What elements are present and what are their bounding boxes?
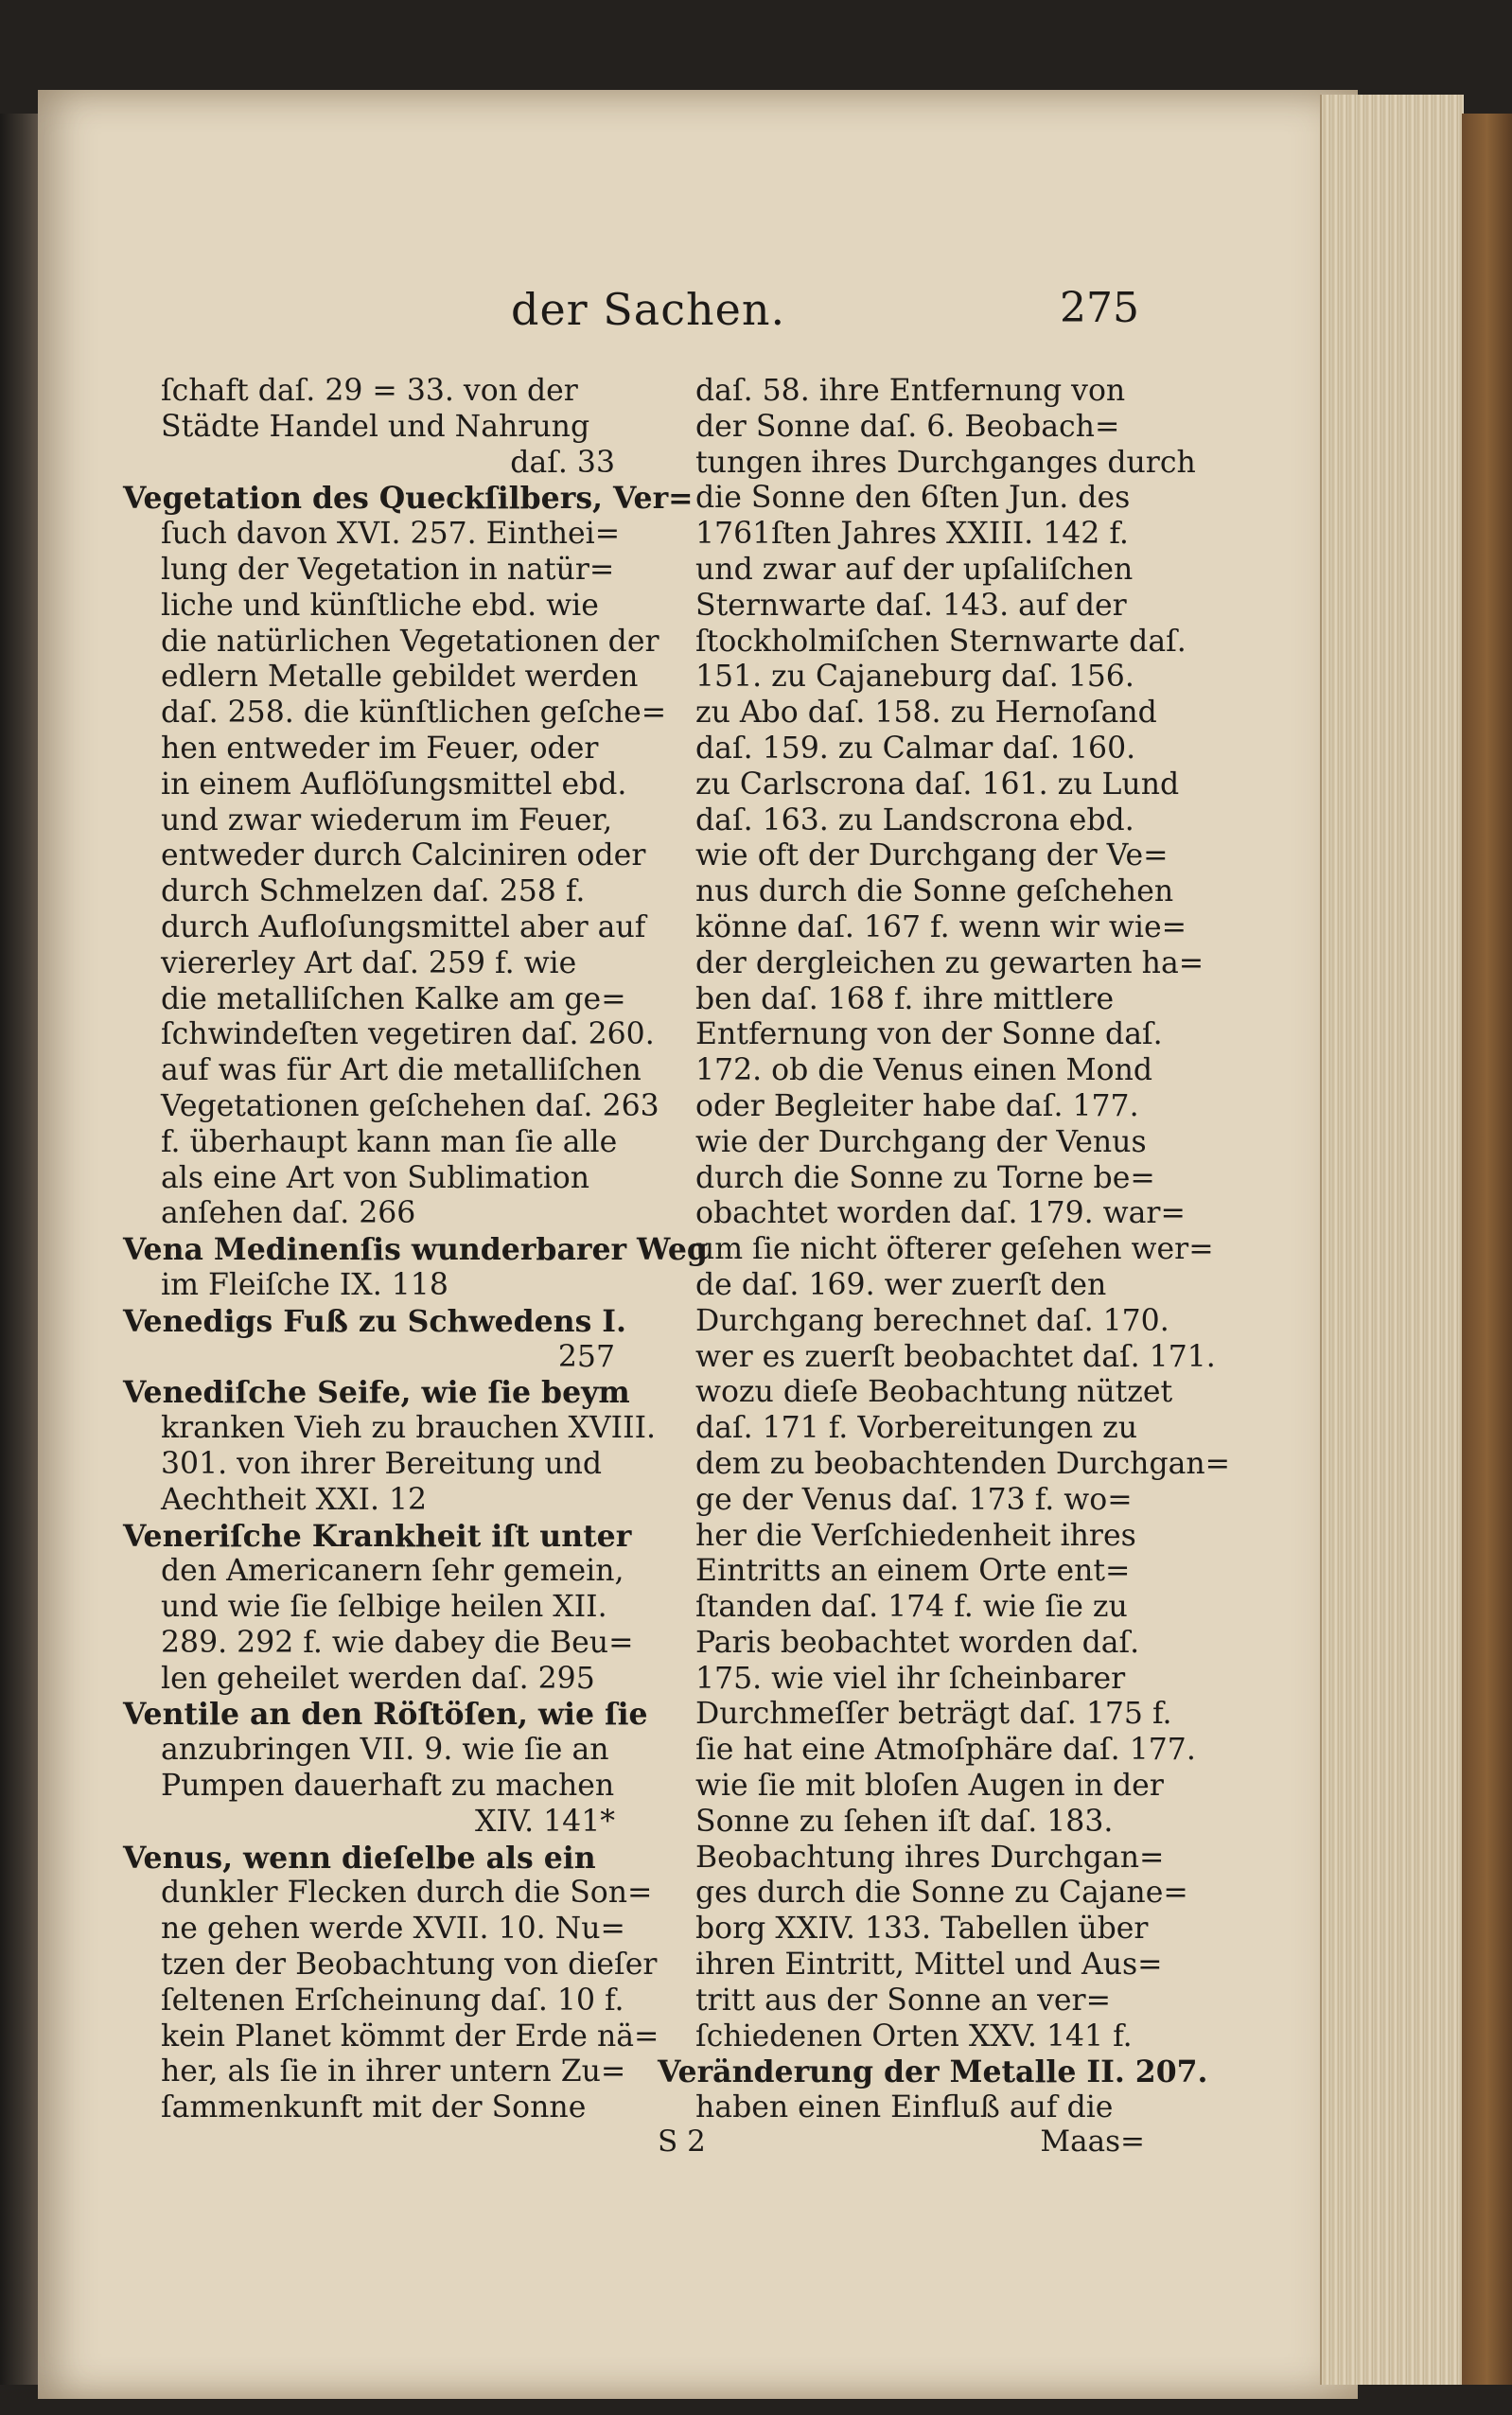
index-text-line: ſchiedenen Orten XXV. 141 f. [695, 2018, 1133, 2054]
index-text-line: Pumpen dauerhaft zu machen [161, 1769, 615, 1804]
index-text-line: wer es zuerſt beobachtet daſ. 171. [695, 1339, 1216, 1374]
index-text-line: Beobachtung ihres Durchgan= [695, 1840, 1165, 1875]
index-text-line: ne gehen werde XVII. 10. Nu= [161, 1912, 625, 1947]
index-text-line: oder Begleiter habe daſ. 177. [695, 1088, 1139, 1123]
index-text-line: liche und künſtliche ebd. wie [161, 588, 599, 623]
index-text-line: haben einen Einfluß auf die [695, 2090, 1114, 2125]
index-entry-heading: Venedigs Fuß zu Schwedens I. [123, 1303, 626, 1339]
index-text-line: der Sonne daſ. 6. Beobach= [695, 409, 1120, 444]
index-entry-heading: Vegetation des Queckſilbers, Ver= [123, 481, 694, 517]
index-text-line: 1761ſten Jahres XXIII. 142 f. [695, 517, 1129, 552]
index-text-line: zu Abo daſ. 158. zu Hernoſand [695, 696, 1157, 731]
index-text-line: ſammenkunft mit der Sonne [161, 2090, 587, 2125]
index-text-line: ben daſ. 168 f. ihre mittlere [695, 981, 1115, 1016]
index-text-line: anzubringen VII. 9. wie ſie an [161, 1733, 609, 1768]
running-header [38, 284, 1358, 350]
index-text-line: und zwar wiederum im Feuer, [161, 802, 613, 837]
index-text-line: den Americanern ſehr gemein, [161, 1554, 624, 1589]
index-text-line: daſ. 171 f. Vorbereitungen zu [695, 1411, 1138, 1446]
index-text-line: ſchaft daſ. 29 = 33. von der [161, 374, 578, 408]
index-entry-heading: Venediſche Seife, wie ſie beym [123, 1375, 630, 1411]
index-text-line: tungen ihres Durchganges durch [695, 445, 1196, 480]
index-text-line: zu Carlscrona daſ. 161. zu Lund [695, 767, 1180, 802]
index-text-line: kein Planet kömmt der Erde nä= [161, 2018, 659, 2054]
index-text-line: her, als ſie in ihrer untern Zu= [161, 2054, 626, 2089]
facing-page-edge [0, 114, 38, 2385]
index-text-line: hen entweder im Feuer, oder [161, 731, 599, 766]
index-text-line: borg XXIV. 133. Tabellen über [695, 1912, 1149, 1947]
index-entry-heading: Venus, wenn dieſelbe als ein [123, 1840, 596, 1876]
index-text-line: in einem Auflöſungsmittel ebd. [161, 767, 627, 802]
index-text-line: XIV. 141* [474, 1804, 615, 1839]
index-text-line: wie der Durchgang der Venus [695, 1124, 1147, 1159]
index-text-line: auf was für Art die metalliſchen [161, 1053, 642, 1088]
index-text-line: Sternwarte daſ. 143. auf der [695, 588, 1127, 623]
index-text-line: ges durch die Sonne zu Cajane= [695, 1876, 1188, 1911]
index-text-line: daſ. 258. die künſtlichen geſche= [161, 696, 667, 731]
index-text-line: dunkler Flecken durch die Son= [161, 1876, 653, 1911]
index-text-line: Paris beobachtet worden daſ. [695, 1625, 1140, 1660]
index-text-line: tritt aus der Sonne an ver= [695, 1983, 1111, 2018]
index-text-line: wie oft der Durchgang der Ve= [695, 838, 1169, 873]
index-text-line: dem zu beobachtenden Durchgan= [695, 1446, 1231, 1481]
index-entry-heading: Veränderung der Metalle II. 207. [658, 2054, 1208, 2090]
index-text-line: len geheilet werden daſ. 295 [161, 1661, 595, 1696]
index-text-line: anſehen daſ. 266 [161, 1196, 416, 1231]
index-text-line: edlern Metalle gebildet werden [161, 660, 639, 695]
index-text-line: durch die Sonne zu Torne be= [695, 1160, 1155, 1195]
index-text-line: durch Schmelzen daſ. 258 f. [161, 874, 586, 909]
index-text-line: als eine Art von Sublimation [161, 1160, 590, 1195]
index-entry-heading: Ventile an den Röſtöſen, wie ſie [123, 1697, 648, 1733]
index-text-line: 175. wie viel ihr ſcheinbarer [695, 1661, 1126, 1696]
index-text-line: und zwar auf der upſaliſchen [695, 552, 1134, 587]
page-number: 275 [1060, 284, 1139, 332]
index-text-line: daſ. 163. zu Landscrona ebd. [695, 802, 1134, 837]
index-text-line: die Sonne den 6ſten Jun. des [695, 481, 1131, 516]
index-text-line: der dergleichen zu gewarten ha= [695, 945, 1204, 980]
running-title: der Sachen. [511, 284, 786, 335]
index-text-line: ſuch davon XVI. 257. Einthei= [161, 517, 621, 552]
index-text-line: 301. von ihrer Bereitung und [161, 1446, 603, 1481]
index-text-line: 151. zu Cajaneburg daſ. 156. [695, 660, 1134, 695]
index-text-line: ſchwindeſten vegetiren daſ. 260. [161, 1017, 655, 1052]
index-text-line: könne daſ. 167 f. wenn wir wie= [695, 909, 1187, 944]
index-text-line: obachtet worden daſ. 179. war= [695, 1196, 1186, 1231]
index-text-line: ſeltenen Erſcheinung daſ. 10 f. [161, 1983, 624, 2018]
index-text-line: kranken Vieh zu brauchen XVIII. [161, 1411, 657, 1446]
index-text-line: Durchmeſſer beträgt daſ. 175 f. [695, 1697, 1172, 1732]
index-text-line: die metalliſchen Kalke am ge= [161, 981, 626, 1016]
index-text-line: ge der Venus daſ. 173 f. wo= [695, 1482, 1133, 1517]
book-cover-edge [1462, 114, 1512, 2385]
signature-mark: S 2 [658, 2124, 706, 2159]
index-text-line: entweder durch Calciniren oder [161, 838, 646, 873]
index-text-line: Eintritts an einem Orte ent= [695, 1554, 1131, 1589]
index-text-line: durch Aufloſungsmittel aber auf [161, 909, 646, 944]
index-text-line: ſtockholmiſchen Sternwarte daſ. [695, 624, 1187, 659]
index-text-line: wozu dieſe Beobachtung nützet [695, 1375, 1173, 1410]
index-text-line: Aechtheit XXI. 12 [161, 1482, 428, 1517]
index-text-line: die natürlichen Vegetationen der [161, 624, 659, 659]
index-text-line: im Fleiſche IX. 118 [161, 1267, 448, 1302]
index-text-line: und wie ſie ſelbige heilen XII. [161, 1590, 607, 1625]
index-entry-heading: Veneriſche Krankheit iſt unter [123, 1518, 632, 1554]
index-text-line: Sonne zu ſehen iſt daſ. 183. [695, 1804, 1114, 1839]
index-text-line: Städte Handel und Nahrung [161, 409, 590, 444]
index-text-line: daſ. 33 [510, 445, 615, 480]
page-footer [658, 2124, 1145, 2162]
index-column-right [658, 374, 1231, 2126]
index-text-line: Vegetationen geſchehen daſ. 263 [161, 1088, 659, 1123]
index-text-line: daſ. 58. ihre Entfernung von [695, 374, 1126, 408]
index-text-line: de daſ. 169. wer zuerſt den [695, 1267, 1107, 1302]
index-text-line: her die Verſchiedenheit ihres [695, 1518, 1136, 1553]
index-text-line: ihren Eintritt, Mittel und Aus= [695, 1948, 1163, 1983]
index-text-line: 289. 292 f. wie dabey die Beu= [161, 1625, 634, 1660]
index-text-line: wie ſie mit bloſen Augen in der [695, 1769, 1164, 1804]
index-text-line: Entfernung von der Sonne daſ. [695, 1017, 1163, 1052]
index-text-line: tzen der Beobachtung von dieſer [161, 1948, 658, 1983]
index-text-line: 172. ob die Venus einen Mond [695, 1053, 1153, 1088]
index-entry-heading: Vena Medinenſis wunderbarer Weg [123, 1232, 708, 1268]
index-text-line: daſ. 159. zu Calmar daſ. 160. [695, 731, 1136, 766]
catchword: Maas= [1040, 2124, 1145, 2159]
index-text-line: um ſie nicht öfterer geſehen wer= [695, 1232, 1214, 1267]
index-text-line: ſtanden daſ. 174 f. wie ſie zu [695, 1590, 1128, 1625]
index-text-line: lung der Vegetation in natür= [161, 552, 615, 587]
index-text-line: ſie hat eine Atmoſphäre daſ. 177. [695, 1733, 1196, 1768]
page-block-edge [1320, 95, 1464, 2385]
index-text-line: viererley Art daſ. 259 f. wie [161, 945, 577, 980]
index-text-line: f. überhaupt kann man ſie alle [161, 1124, 618, 1159]
index-text-line: nus durch die Sonne geſchehen [695, 874, 1174, 909]
index-text-line: Durchgang berechnet daſ. 170. [695, 1303, 1169, 1338]
index-column-left [123, 374, 708, 2126]
index-text-line: 257 [557, 1339, 615, 1374]
